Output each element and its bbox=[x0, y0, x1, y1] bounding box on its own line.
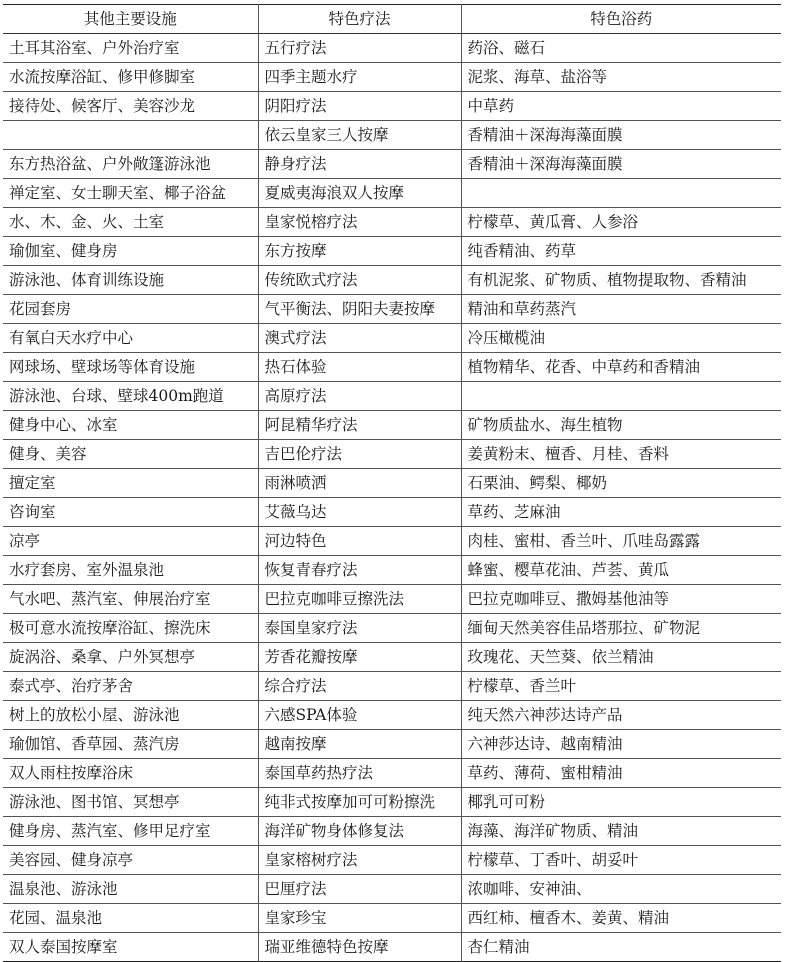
cell-facilities: 泰式亭、治疗茅舍 bbox=[3, 672, 258, 701]
table-row bbox=[3, 63, 781, 92]
cell-therapy: 瑞亚维德特色按摩 bbox=[258, 933, 461, 962]
cell-bath-remedy: 植物精华、花香、中草药和香精油 bbox=[461, 353, 781, 382]
cell-facilities: 水、木、金、火、土室 bbox=[3, 208, 258, 237]
cell-facilities: 极可意水流按摩浴缸、擦洗床 bbox=[3, 614, 258, 643]
cell-bath-remedy: 六神莎达诗、越南精油 bbox=[461, 730, 781, 759]
cell-therapy: 皇家悦榕疗法 bbox=[258, 208, 461, 237]
table-row bbox=[3, 411, 781, 440]
cell-bath-remedy: 柠檬草、香兰叶 bbox=[461, 672, 781, 701]
table-row bbox=[3, 295, 781, 324]
table-row bbox=[3, 730, 781, 759]
cell-bath-remedy: 石栗油、鳄梨、椰奶 bbox=[461, 469, 781, 498]
cell-facilities: 有氧白天水疗中心 bbox=[3, 324, 258, 353]
cell-bath-remedy: 巴拉克咖啡豆、撒姆基他油等 bbox=[461, 585, 781, 614]
table-row bbox=[3, 34, 781, 63]
cell-bath-remedy: 海藻、海洋矿物质、精油 bbox=[461, 817, 781, 846]
cell-therapy: 泰国草药热疗法 bbox=[258, 759, 461, 788]
cell-therapy: 泰国皇家疗法 bbox=[258, 614, 461, 643]
cell-therapy: 综合疗法 bbox=[258, 672, 461, 701]
cell-bath-remedy bbox=[461, 179, 781, 208]
table-row bbox=[3, 585, 781, 614]
header-bath-remedies: 特色浴药 bbox=[461, 5, 781, 34]
cell-facilities: 水流按摩浴缸、修甲修脚室 bbox=[3, 63, 258, 92]
cell-facilities: 花园套房 bbox=[3, 295, 258, 324]
cell-facilities: 凉亭 bbox=[3, 527, 258, 556]
header-facilities: 其他主要设施 bbox=[3, 5, 258, 34]
cell-bath-remedy: 缅甸天然美容佳品塔那拉、矿物泥 bbox=[461, 614, 781, 643]
cell-bath-remedy: 纯香精油、药草 bbox=[461, 237, 781, 266]
cell-facilities: 气水吧、蒸汽室、伸展治疗室 bbox=[3, 585, 258, 614]
cell-bath-remedy: 纯天然六神莎达诗产品 bbox=[461, 701, 781, 730]
cell-therapy: 皇家珍宝 bbox=[258, 904, 461, 933]
table-row bbox=[3, 614, 781, 643]
cell-facilities: 双人泰国按摩室 bbox=[3, 933, 258, 962]
table-body bbox=[3, 34, 781, 962]
table-row bbox=[3, 527, 781, 556]
cell-therapy: 静身疗法 bbox=[258, 150, 461, 179]
cell-facilities: 健身房、蒸汽室、修甲足疗室 bbox=[3, 817, 258, 846]
table-row bbox=[3, 701, 781, 730]
cell-facilities: 网球场、壁球场等体育设施 bbox=[3, 353, 258, 382]
table-row bbox=[3, 788, 781, 817]
cell-bath-remedy: 精油和草药蒸汽 bbox=[461, 295, 781, 324]
cell-therapy: 东方按摩 bbox=[258, 237, 461, 266]
cell-facilities: 游泳池、台球、壁球400m跑道 bbox=[3, 382, 258, 411]
table-row bbox=[3, 237, 781, 266]
cell-therapy: 夏威夷海浪双人按摩 bbox=[258, 179, 461, 208]
table-row bbox=[3, 353, 781, 382]
table-row bbox=[3, 672, 781, 701]
table-row bbox=[3, 469, 781, 498]
cell-bath-remedy: 药浴、磁石 bbox=[461, 34, 781, 63]
cell-therapy: 高原疗法 bbox=[258, 382, 461, 411]
cell-therapy: 传统欧式疗法 bbox=[258, 266, 461, 295]
cell-bath-remedy: 香精油＋深海海藻面膜 bbox=[461, 150, 781, 179]
cell-facilities: 瑜伽室、健身房 bbox=[3, 237, 258, 266]
cell-therapy: 依云皇家三人按摩 bbox=[258, 121, 461, 150]
cell-bath-remedy: 冷压橄榄油 bbox=[461, 324, 781, 353]
cell-therapy: 巴拉克咖啡豆擦洗法 bbox=[258, 585, 461, 614]
cell-bath-remedy: 杏仁精油 bbox=[467, 938, 530, 956]
cell-therapy: 巴厘疗法 bbox=[258, 875, 461, 904]
cell-therapy: 澳式疗法 bbox=[258, 324, 461, 353]
table-header bbox=[3, 5, 781, 34]
cell-bath-remedy: 香精油＋深海海藻面膜 bbox=[461, 121, 781, 150]
table-row bbox=[3, 846, 781, 875]
cell-bath-remedy: 椰乳可可粉 bbox=[461, 788, 781, 817]
cell-therapy: 阴阳疗法 bbox=[258, 92, 461, 121]
cell-bath-remedy: 蜂蜜、樱草花油、芦荟、黄瓜 bbox=[461, 556, 781, 585]
cell-bath-remedy: 矿物质盐水、海生植物 bbox=[461, 411, 781, 440]
cell-bath-remedy: 泥浆、海草、盐浴等 bbox=[461, 63, 781, 92]
table-row bbox=[3, 208, 781, 237]
cell-bath-remedy: 草药、芝麻油 bbox=[461, 498, 781, 527]
cell-bath-remedy: 柠檬草、黄瓜膏、人参浴 bbox=[461, 208, 781, 237]
cell-therapy: 气平衡法、阴阳夫妻按摩 bbox=[258, 295, 461, 324]
cell-therapy: 艾薇乌达 bbox=[258, 498, 461, 527]
cell-bath-remedy: 西红柿、檀香木、姜黄、精油 bbox=[461, 904, 781, 933]
table-row bbox=[3, 759, 781, 788]
cell-therapy: 五行疗法 bbox=[258, 34, 461, 63]
cell-facilities: 健身中心、冰室 bbox=[3, 411, 258, 440]
cell-therapy: 雨淋喷洒 bbox=[258, 469, 461, 498]
table-row bbox=[3, 556, 781, 585]
cell-facilities bbox=[3, 121, 258, 150]
cell-therapy: 四季主题水疗 bbox=[258, 63, 461, 92]
table-row bbox=[3, 875, 781, 904]
cell-therapy: 纯非式按摩加可可粉擦洗 bbox=[258, 788, 461, 817]
cell-facilities: 咨询室 bbox=[3, 498, 258, 527]
cell-bath-remedy: 草药、薄荷、蜜柑精油 bbox=[461, 759, 781, 788]
table-row bbox=[3, 179, 781, 208]
cell-facilities: 接待处、候客厅、美容沙龙 bbox=[3, 92, 258, 121]
cell-bath-remedy: 玫瑰花、天竺葵、依兰精油 bbox=[461, 643, 781, 672]
cell-facilities: 东方热浴盆、户外敞篷游泳池 bbox=[3, 150, 258, 179]
cell-facilities: 游泳池、图书馆、冥想亭 bbox=[3, 788, 258, 817]
cell-therapy: 吉巴伦疗法 bbox=[258, 440, 461, 469]
cell-therapy: 海洋矿物身体修复法 bbox=[258, 817, 461, 846]
cell-facilities: 美容园、健身凉亭 bbox=[3, 846, 258, 875]
cell-therapy: 阿昆精华疗法 bbox=[258, 411, 461, 440]
table-row bbox=[3, 92, 781, 121]
cell-therapy: 六感SPA体验 bbox=[258, 701, 461, 730]
cell-facilities: 旋涡浴、桑拿、户外冥想亭 bbox=[3, 643, 258, 672]
cell-therapy: 芳香花瓣按摩 bbox=[258, 643, 461, 672]
cell-facilities: 温泉池、游泳池 bbox=[3, 875, 258, 904]
table-row bbox=[3, 817, 781, 846]
cell-bath-remedy: 肉桂、蜜柑、香兰叶、爪哇岛露露 bbox=[461, 527, 781, 556]
cell-facilities: 瑜伽馆、香草园、蒸汽房 bbox=[3, 730, 258, 759]
table-row bbox=[3, 121, 781, 150]
cell-facilities: 土耳其浴室、户外治疗室 bbox=[3, 34, 258, 63]
cell-bath-remedy bbox=[461, 382, 781, 411]
cell-facilities: 花园、温泉池 bbox=[3, 904, 258, 933]
table-row bbox=[3, 643, 781, 672]
cell-facilities: 擅定室 bbox=[3, 469, 258, 498]
cell-facilities: 树上的放松小屋、游泳池 bbox=[3, 701, 258, 730]
table-row bbox=[3, 382, 781, 411]
cell-bath-remedy: 姜黄粉末、檀香、月桂、香料 bbox=[461, 440, 781, 469]
cell-facilities: 双人雨柱按摩浴床 bbox=[3, 759, 258, 788]
cell-bath-remedy: 柠檬草、丁香叶、胡妥叶 bbox=[461, 846, 781, 875]
table-row bbox=[3, 933, 781, 962]
cell-bath-remedy: 有机泥浆、矿物质、植物提取物、香精油 bbox=[461, 266, 781, 295]
table-row bbox=[3, 904, 781, 933]
cell-therapy: 热石体验 bbox=[258, 353, 461, 382]
table-row bbox=[3, 266, 781, 295]
cell-bath-remedy: 中草药 bbox=[461, 92, 781, 121]
header-therapies: 特色疗法 bbox=[258, 5, 461, 34]
cell-therapy: 皇家榕树疗法 bbox=[258, 846, 461, 875]
cell-facilities: 健身、美容 bbox=[3, 440, 258, 469]
cell-facilities: 禅定室、女士聊天室、椰子浴盆 bbox=[3, 179, 258, 208]
table-row bbox=[3, 498, 781, 527]
cell-therapy: 恢复青春疗法 bbox=[258, 556, 461, 585]
table-row bbox=[3, 324, 781, 353]
cell-therapy: 越南按摩 bbox=[258, 730, 461, 759]
header-row bbox=[3, 5, 781, 34]
cell-therapy: 河边特色 bbox=[258, 527, 461, 556]
table-row bbox=[3, 150, 781, 179]
cell-facilities: 游泳池、体育训练设施 bbox=[3, 266, 258, 295]
facilities-table bbox=[3, 4, 781, 962]
cell-bath-remedy: 浓咖啡、安神油、 bbox=[461, 875, 781, 904]
table-row bbox=[3, 440, 781, 469]
cell-facilities: 水疗套房、室外温泉池 bbox=[3, 556, 258, 585]
